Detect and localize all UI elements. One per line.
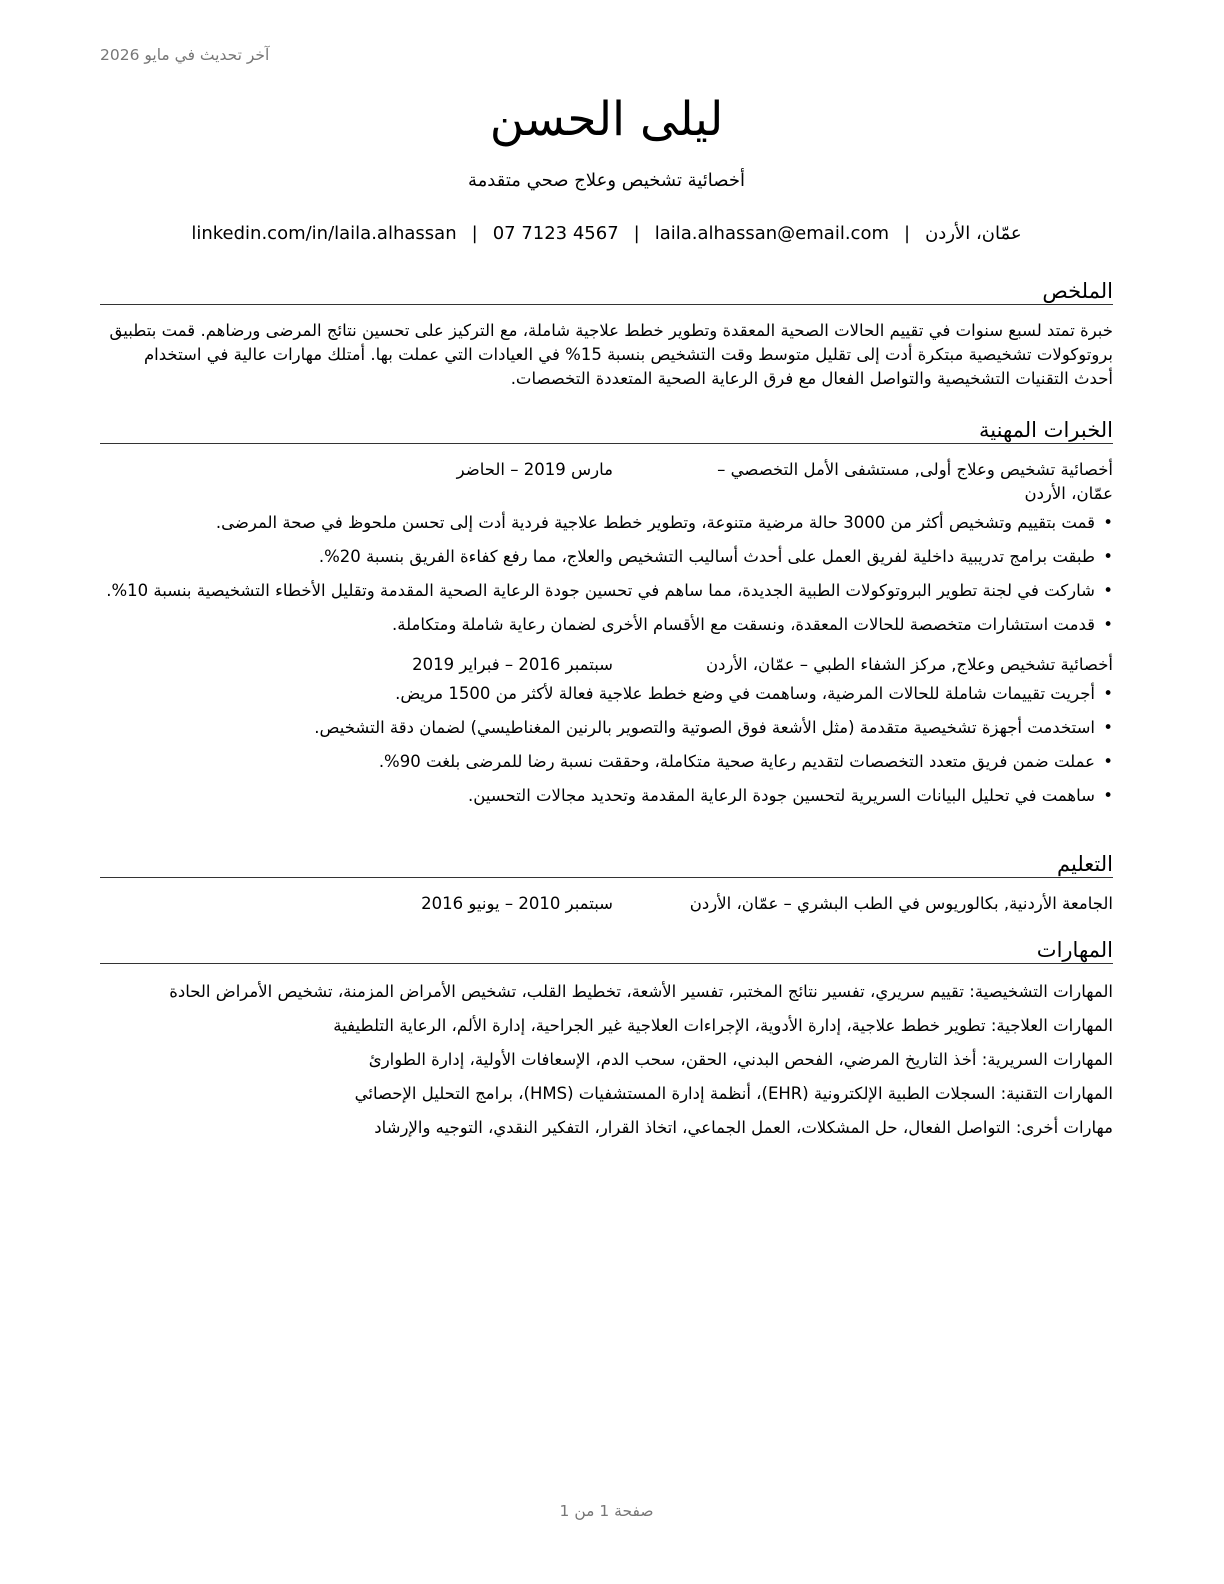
contact-separator: | [633, 223, 640, 244]
resume-page [100, 0, 1113, 1584]
list-item: • أجريت تقييمات شاملة للحالات المرضية، وساهمت في وضع خطط علاجية فعالة لأكثر من 1500 مريض. [395, 684, 1113, 703]
skill-line: المهارات التشخيصية: تقييم سريري، تفسير نتائج المختبر، تفسير الأشعة، تخطيط القلب، تشخيص الأمراض المزمنة، تشخيص الأمراض الحادة [169, 982, 1113, 1001]
education-org: الجامعة الأردنية, بكالوريوس في الطب البشري – عمّان، الأردن [689, 894, 1113, 913]
contact-separator: | [471, 223, 478, 244]
summary-text: خبرة تمتد لسبع سنوات في تقييم الحالات الصحية المعقدة وتطوير خطط علاجية شاملة، مع التركيز على تحسين نتائج المرضى ورضاهم. قمت بتطبيق بروتوكولات تشخيصية مبتكرة أدت إلى تقليل متوسط وقت التشخيص بنسبة 15% في العيادات التي عملت بها. أمتلك مهارات عالية في استخدام أحدث التقنيات التشخيصية والتواصل الفعال مع فرق الرعاية الصحية المتعددة التخصصات. [109, 321, 1113, 388]
education-section [100, 851, 1113, 916]
section-heading-skills: المهارات [100, 937, 1113, 964]
skill-line: المهارات التقنية: السجلات الطبية الإلكترونية (EHR)، أنظمة إدارة المستشفيات (HMS)، برامج التحليل الإحصائي [354, 1084, 1113, 1103]
contact-phone[interactable]: 07 7123 4567 [492, 223, 619, 244]
section-heading-summary: الملخص [100, 278, 1113, 305]
job-org: أخصائية تشخيص وعلاج, مركز الشفاء الطبي – عمّان، الأردن [706, 655, 1113, 674]
list-item: • قدمت استشارات متخصصة للحالات المعقدة، ونسقت مع الأقسام الأخرى لضمان رعاية شاملة ومتكاملة. [392, 615, 1113, 634]
skills-list [100, 980, 1113, 1140]
job-org: أخصائية تشخيص وعلاج أولى, مستشفى الأمل التخصصي – عمّان، الأردن [717, 460, 1113, 503]
contact-line [100, 223, 1113, 244]
education-entry [100, 892, 1113, 916]
page-number: صفحة 1 من 1 [559, 1502, 654, 1520]
contact-linkedin[interactable]: linkedin.com/in/laila.alhassan [191, 223, 457, 244]
last-updated: آخر تحديث في مايو 2026 [100, 46, 270, 64]
skills-section [100, 937, 1113, 1150]
job-date: سبتمبر 2016 – فبراير 2019 [412, 655, 613, 674]
section-heading-experience: الخبرات المهنية [100, 417, 1113, 444]
summary-section [100, 278, 1113, 391]
list-item: • ساهمت في تحليل البيانات السريرية لتحسين جودة الرعاية المقدمة وتحديد مجالات التحسين. [468, 786, 1113, 805]
section-heading-education: التعليم [100, 851, 1113, 878]
list-item: • قمت بتقييم وتشخيص أكثر من 3000 حالة مرضية متنوعة، وتطوير خطط علاجية فردية أدت إلى تحسن ملحوظ في صحة المرضى. [215, 513, 1113, 532]
job-bullets [100, 682, 1113, 808]
skill-line: مهارات أخرى: التواصل الفعال، حل المشكلات، العمل الجماعي، اتخاذ القرار، التفكير النقدي، التوجيه والإرشاد [374, 1118, 1113, 1137]
list-item: • عملت ضمن فريق متعدد التخصصات لتقديم رعاية صحية متكاملة، وحققت نسبة رضا للمرضى بلغت 90%. [378, 752, 1113, 771]
job-entry [100, 458, 1113, 637]
skill-line: المهارات العلاجية: تطوير خطط علاجية، إدارة الأدوية، الإجراءات العلاجية غير الجراحية، إدارة الألم، الرعاية التلطيفية [333, 1016, 1113, 1035]
candidate-title: أخصائية تشخيص وعلاج صحي متقدمة [468, 170, 745, 191]
contact-email[interactable]: laila.alhassan@email.com [654, 223, 889, 244]
job-bullets [100, 511, 1113, 637]
contact-location: عمّان، الأردن [925, 223, 1022, 244]
job-header [100, 458, 1113, 506]
job-entry [100, 653, 1113, 808]
experience-section [100, 417, 1113, 818]
list-item: • شاركت في لجنة تطوير البروتوكولات الطبية الجديدة، مما ساهم في تحسين جودة الرعاية الصحية المقدمة وتقليل الأخطاء التشخيصية بنسبة 10%. [106, 581, 1113, 600]
job-date: مارس 2019 – الحاضر [456, 460, 613, 479]
candidate-name: ليلى الحسن [489, 92, 724, 147]
skill-line: المهارات السريرية: أخذ التاريخ المرضي، الفحص البدني، الحقن، سحب الدم، الإسعافات الأولية، إدارة الطوارئ [368, 1050, 1113, 1069]
contact-separator: | [904, 223, 911, 244]
list-item: • استخدمت أجهزة تشخيصية متقدمة (مثل الأشعة فوق الصوتية والتصوير بالرنين المغناطيسي) لضمان دقة التشخيص. [314, 718, 1113, 737]
job-header [100, 653, 1113, 677]
education-date: سبتمبر 2010 – يونيو 2016 [421, 894, 613, 913]
list-item: • طبقت برامج تدريبية داخلية لفريق العمل على أحدث أساليب التشخيص والعلاج، مما رفع كفاءة الفريق بنسبة 20%. [318, 547, 1113, 566]
